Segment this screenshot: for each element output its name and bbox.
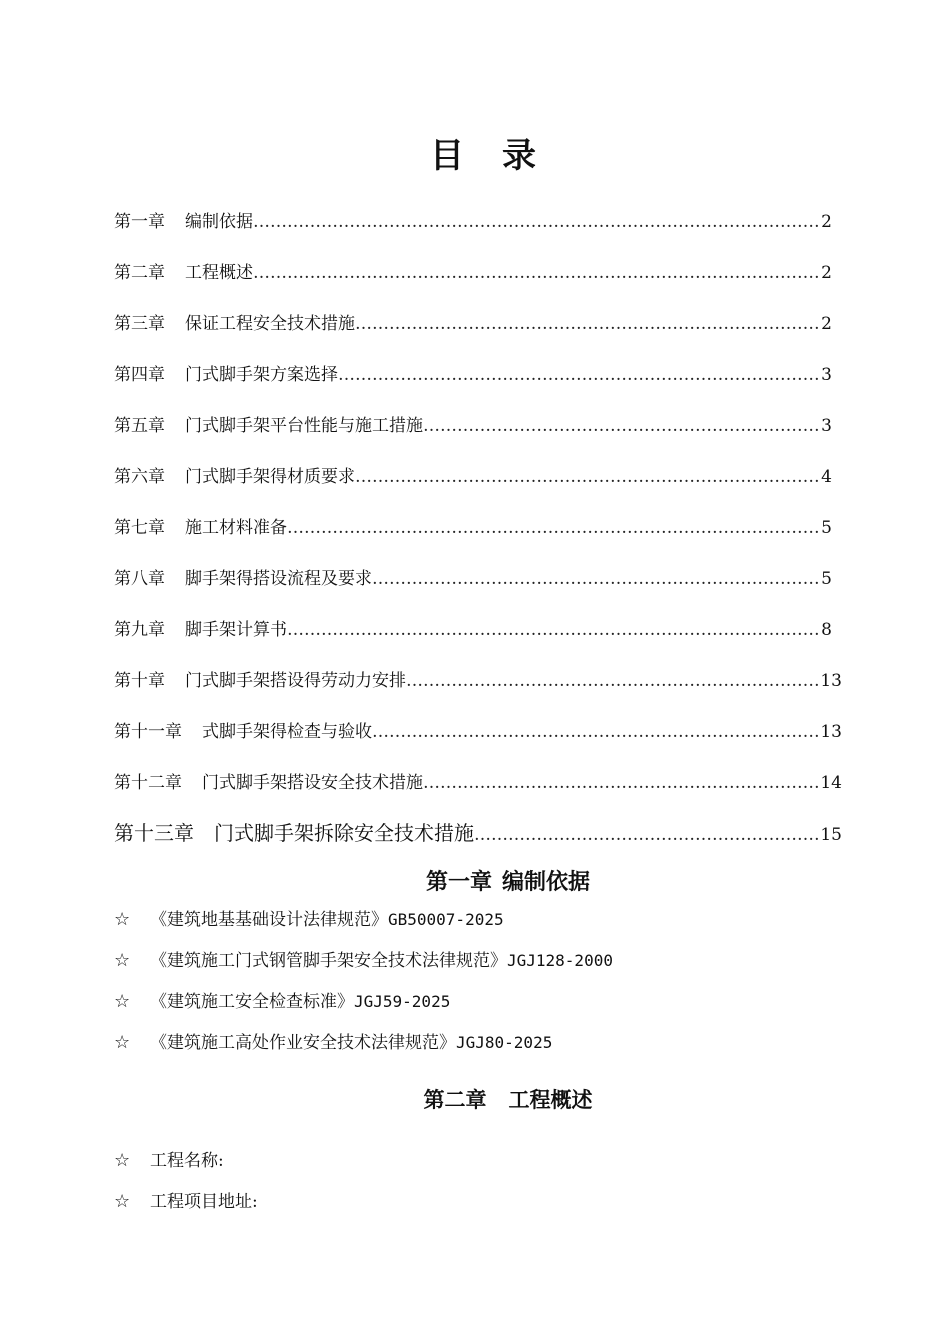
toc-entry (114, 666, 842, 691)
reference-code: JGJ128-2000 (507, 951, 613, 970)
toc-page-number: 15 (820, 825, 842, 845)
toc-dot-leader (355, 467, 821, 487)
toc-entry (114, 817, 842, 846)
toc-chapter-name: 门式脚手架平台性能与施工措施 (185, 416, 423, 436)
toc-entry (114, 564, 832, 589)
toc-page-number: 14 (820, 773, 842, 793)
reference-item (114, 946, 613, 971)
star-bullet-icon: ☆ (114, 991, 131, 1012)
toc-chapter-number: 第五章 (114, 416, 165, 436)
overview-label: 工程项目地址: (150, 1192, 258, 1212)
reference-code: JGJ59-2025 (354, 992, 451, 1011)
toc-dot-leader (474, 825, 820, 845)
toc-dot-leader (253, 212, 821, 232)
toc-dot-leader (423, 416, 821, 436)
toc-dot-leader (287, 620, 821, 640)
reference-title: 《建筑地基基础设计法律规范》 (150, 910, 388, 930)
toc-entry (114, 768, 842, 793)
toc-chapter-number: 第十章 (114, 671, 165, 691)
toc-chapter-name: 门式脚手架搭设得劳动力安排 (185, 671, 406, 691)
toc-chapter-number: 第十二章 (114, 773, 182, 793)
toc-page-number: 3 (821, 365, 832, 385)
chapter1-heading-number: 第一章 (425, 870, 492, 895)
toc-entry (114, 207, 832, 232)
toc-entry (114, 309, 832, 334)
star-bullet-icon: ☆ (114, 1150, 131, 1171)
toc-page-number: 2 (821, 263, 832, 283)
toc-dot-leader (253, 263, 821, 283)
toc-page-number: 4 (821, 467, 832, 487)
toc-page-number: 3 (821, 416, 832, 436)
toc-dot-leader (355, 314, 821, 334)
toc-chapter-name: 门式脚手架方案选择 (185, 365, 338, 385)
toc-chapter-number: 第九章 (114, 620, 165, 640)
chapter2-heading-name: 工程概述 (508, 1088, 593, 1112)
chapter2-heading-number: 第二章 (423, 1088, 487, 1112)
toc-page-number: 13 (820, 671, 842, 691)
toc-entry (114, 258, 832, 283)
toc-entry (114, 717, 842, 742)
toc-title (0, 128, 950, 177)
reference-title: 《建筑施工高处作业安全技术法律规范》 (150, 1033, 456, 1053)
star-bullet-icon: ☆ (114, 909, 131, 930)
toc-chapter-number: 第一章 (114, 212, 165, 232)
reference-item (114, 1028, 552, 1053)
toc-chapter-number: 第六章 (114, 467, 165, 487)
toc-chapter-name: 工程概述 (185, 263, 253, 283)
toc-entry (114, 411, 832, 436)
reference-title: 《建筑施工门式钢管脚手架安全技术法律规范》 (150, 951, 507, 971)
toc-chapter-number: 第八章 (114, 569, 165, 589)
toc-chapter-number: 第三章 (114, 314, 165, 334)
toc-entry (114, 615, 832, 640)
toc-chapter-number: 第二章 (114, 263, 165, 283)
toc-dot-leader (338, 365, 821, 385)
toc-chapter-number: 第七章 (114, 518, 165, 538)
toc-chapter-name: 门式脚手架搭设安全技术措施 (202, 773, 423, 793)
toc-chapter-number: 第四章 (114, 365, 165, 385)
toc-title-char-1: 目 (430, 136, 466, 176)
toc-chapter-name: 施工材料准备 (185, 518, 287, 538)
toc-chapter-number: 第十三章 (114, 821, 194, 845)
overview-item (114, 1187, 258, 1212)
overview-label: 工程名称: (150, 1151, 224, 1171)
toc-entry (114, 513, 832, 538)
toc-dot-leader (406, 671, 820, 691)
toc-page-number: 2 (821, 212, 832, 232)
toc-dot-leader (287, 518, 821, 538)
chapter2-heading (0, 1084, 950, 1114)
overview-item (114, 1146, 224, 1171)
toc-chapter-name: 门式脚手架拆除安全技术措施 (214, 821, 474, 845)
toc-chapter-name: 脚手架计算书 (185, 620, 287, 640)
toc-page-number: 5 (821, 518, 832, 538)
star-bullet-icon: ☆ (114, 950, 131, 971)
toc-chapter-name: 脚手架得搭设流程及要求 (185, 569, 372, 589)
chapter1-heading-name: 编制依据 (502, 870, 591, 895)
star-bullet-icon: ☆ (114, 1032, 131, 1053)
reference-item (114, 987, 450, 1012)
toc-dot-leader (372, 569, 821, 589)
toc-dot-leader (423, 773, 820, 793)
reference-title: 《建筑施工安全检查标准》 (150, 992, 354, 1012)
toc-dot-leader (372, 722, 820, 742)
toc-chapter-name: 保证工程安全技术措施 (185, 314, 355, 334)
toc-title-char-2: 录 (502, 136, 538, 176)
toc-chapter-number: 第十一章 (114, 722, 182, 742)
chapter1-heading (0, 865, 950, 896)
reference-code: GB50007-2025 (388, 910, 504, 929)
toc-page-number: 5 (821, 569, 832, 589)
toc-page-number: 13 (820, 722, 842, 742)
toc-chapter-name: 编制依据 (185, 212, 253, 232)
toc-chapter-name: 式脚手架得检查与验收 (202, 722, 372, 742)
toc-chapter-name: 门式脚手架得材质要求 (185, 467, 355, 487)
toc-page-number: 2 (821, 314, 832, 334)
star-bullet-icon: ☆ (114, 1191, 131, 1212)
toc-entry (114, 360, 832, 385)
reference-code: JGJ80-2025 (456, 1033, 553, 1052)
toc-page-number: 8 (821, 620, 832, 640)
toc-entry (114, 462, 832, 487)
reference-item (114, 905, 504, 930)
